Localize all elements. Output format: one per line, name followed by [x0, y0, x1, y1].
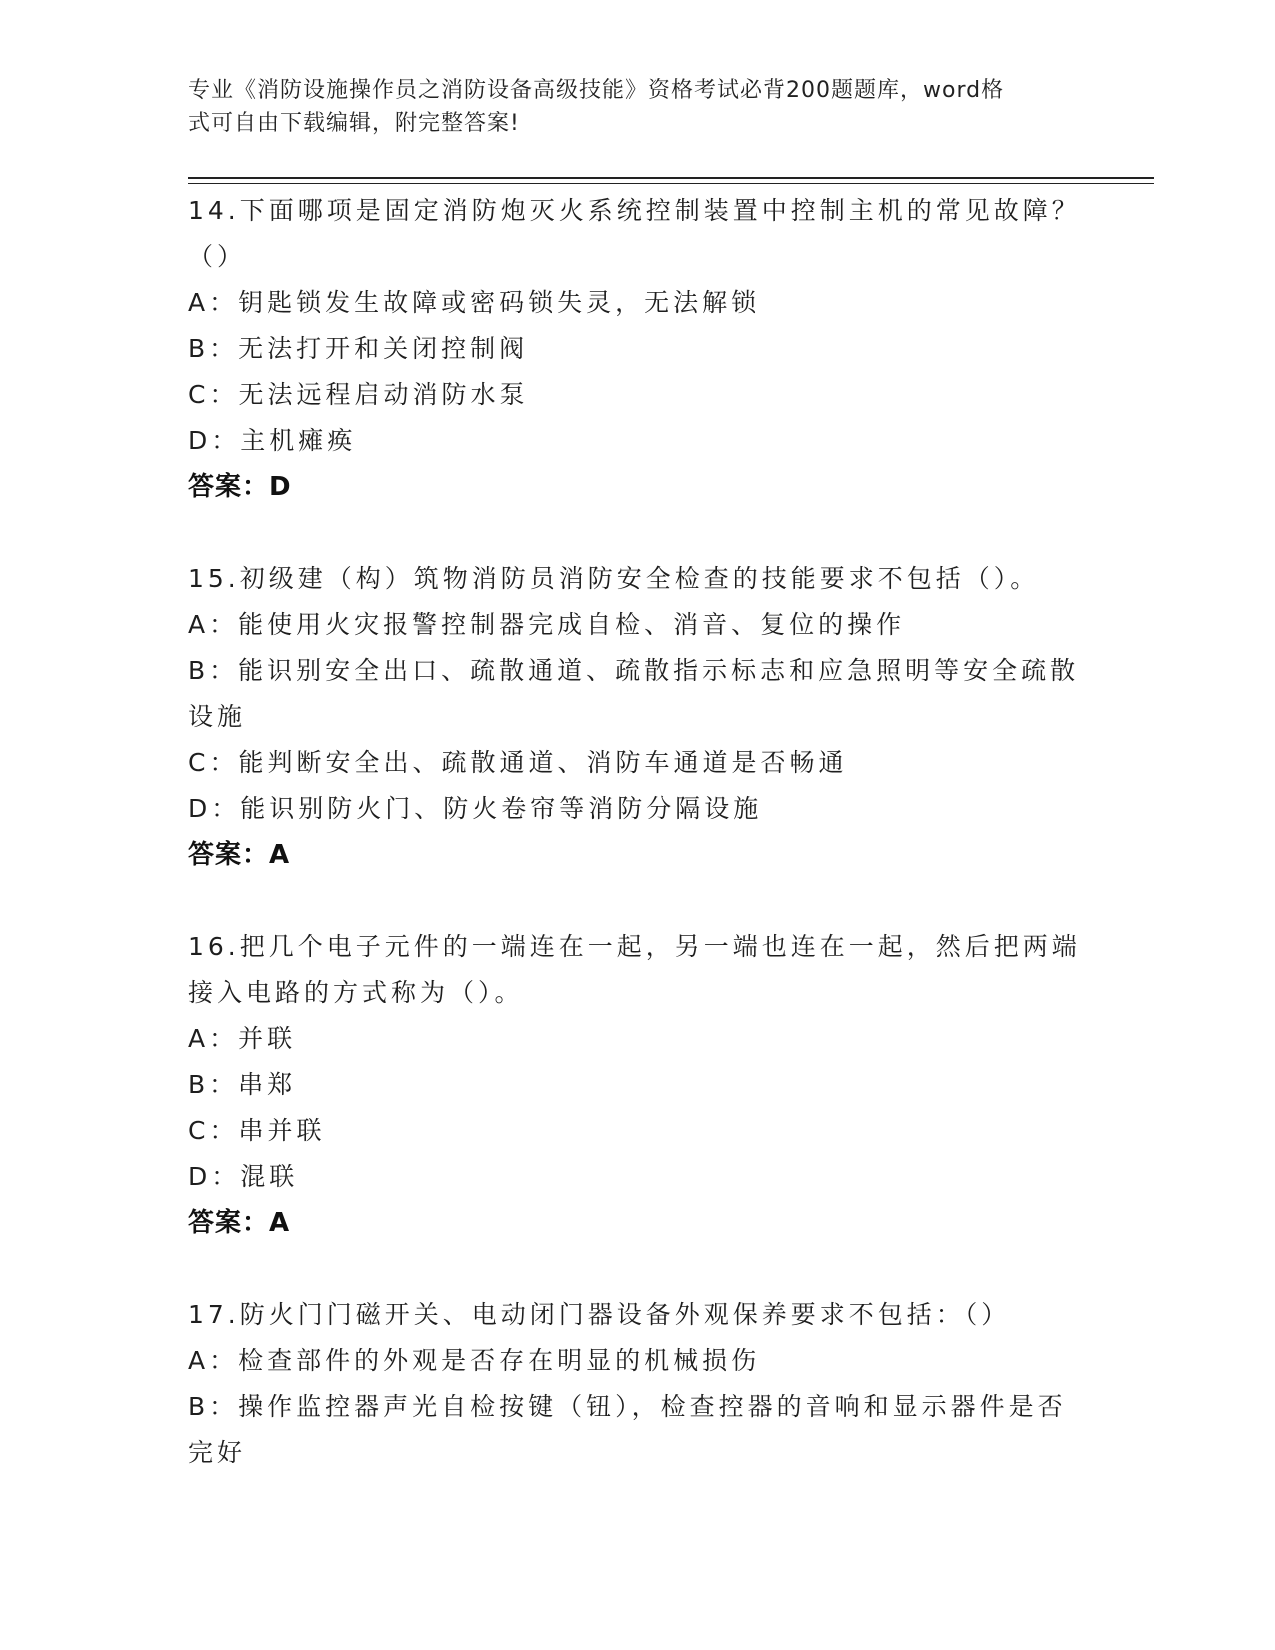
header-line-2: 式可自由下载编辑，附完整答案!	[188, 111, 520, 136]
answer: 答案：A	[188, 1208, 291, 1238]
question-stem: （）	[188, 242, 247, 271]
option-a: A：检查部件的外观是否存在明显的机械损伤	[188, 1346, 761, 1375]
document-header	[188, 74, 1068, 140]
option-a: A：并联	[188, 1024, 297, 1053]
option-c: C：能判断安全出、疏散通道、消防车通道是否畅通	[188, 748, 848, 777]
option-d: D：混联	[188, 1162, 299, 1191]
question-15	[188, 556, 1088, 878]
option-d: D：能识别防火门、防火卷帘等消防分隔设施	[188, 794, 763, 823]
question-stem: 14.下面哪项是固定消防炮灭火系统控制装置中控制主机的常见故障？	[188, 196, 1081, 225]
option-b: B：无法打开和关闭控制阀	[188, 334, 529, 363]
option-b: B：串郑	[188, 1070, 297, 1099]
question-16	[188, 924, 1088, 1246]
answer: 答案：A	[188, 840, 291, 870]
header-divider-thick	[188, 177, 1154, 179]
question-14	[188, 188, 1088, 510]
option-d: D：主机瘫痪	[188, 426, 357, 455]
option-b-continued: 完好	[188, 1438, 247, 1467]
spacer	[188, 878, 1088, 924]
option-a: A：钥匙锁发生故障或密码锁失灵，无法解锁	[188, 288, 761, 317]
question-stem: 15.初级建（构）筑物消防员消防安全检查的技能要求不包括（）。	[188, 564, 1040, 593]
answer: 答案：D	[188, 472, 292, 502]
option-b: B：操作监控器声光自检按键（钮），检查控器的音响和显示器件是否	[188, 1392, 1067, 1421]
option-a: A：能使用火灾报警控制器完成自检、消音、复位的操作	[188, 610, 906, 639]
question-stem: 16.把几个电子元件的一端连在一起，另一端也连在一起，然后把两端	[188, 932, 1081, 961]
spacer	[188, 1246, 1088, 1292]
header-line-1: 专业《消防设施操作员之消防设备高级技能》资格考试必背200题题库，word格	[188, 78, 1005, 103]
spacer	[188, 510, 1088, 556]
option-c: C：串并联	[188, 1116, 326, 1145]
option-b: B：能识别安全出口、疏散通道、疏散指示标志和应急照明等安全疏散	[188, 656, 1080, 685]
question-list	[188, 188, 1088, 1476]
option-b-continued: 设施	[188, 702, 247, 731]
question-17	[188, 1292, 1088, 1476]
header-divider-thin	[188, 183, 1154, 184]
question-stem: 17.防火门门磁开关、电动闭门器设备外观保养要求不包括：（）	[188, 1300, 1011, 1329]
option-c: C：无法远程启动消防水泵	[188, 380, 529, 409]
question-stem: 接入电路的方式称为（）。	[188, 978, 524, 1007]
